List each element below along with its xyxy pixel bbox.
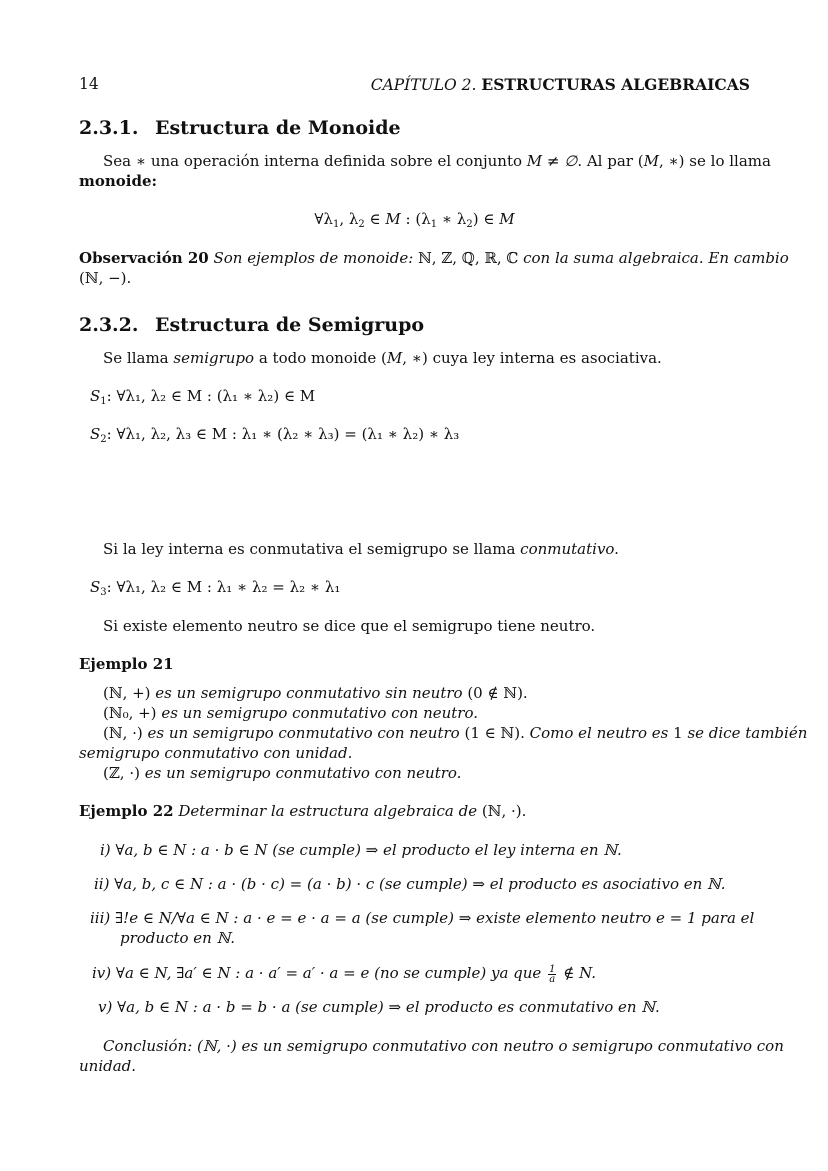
page-number: 14	[79, 75, 99, 93]
text: Se llama	[103, 349, 174, 367]
text: Determinar la estructura algebraica de	[173, 802, 482, 820]
term-conmutativo: conmutativo.	[520, 540, 619, 558]
axiom-expression: : ∀λ₁, λ₂ ∈ M : λ₁ ∗ λ₂ = λ₂ ∗ λ₁	[106, 578, 341, 596]
item-text: ∀a ∈ N, ∃a′ ∈ N : a · a′ = a′ · a = e (no se cumple) ya que	[115, 964, 547, 982]
math: (0 ∉ ℕ).	[467, 684, 528, 702]
ejemplo-21-line-5	[79, 763, 750, 783]
math: (ℕ, +)	[103, 684, 151, 702]
math: M	[386, 349, 403, 367]
math: M	[385, 210, 401, 228]
subscript: 3	[100, 587, 107, 598]
section-title: Estructura de Monoide	[155, 117, 401, 139]
math: (ℤ, ·)	[103, 764, 140, 782]
term-monoide: monoide:	[79, 172, 158, 190]
math: M	[643, 152, 659, 170]
math: (ℕ, ·).	[481, 802, 527, 820]
observacion-20	[79, 248, 789, 268]
numerator: 1	[549, 963, 556, 975]
item-text: ∉ N.	[558, 964, 597, 982]
math: ℕ, ℤ, ℚ, ℝ, ℂ	[418, 249, 519, 267]
text: , ∗) se lo llama	[658, 152, 771, 170]
axiom-s3	[90, 577, 761, 603]
ejemplo-22-statement	[79, 801, 750, 821]
neutral-sentence: Si existe elemento neutro se dice que el semigrupo tiene neutro.	[103, 617, 596, 635]
item-text: ∀a, b, c ∈ N : a · (b · c) = (a · b) · c (se cumple) ⇒ el producto es asociativo en ℕ.	[114, 875, 726, 893]
item-text: ∀a, b ∈ N : a · b ∈ N (se cumple) ⇒ el producto el ley interna en ℕ.	[115, 841, 622, 859]
conclusion-line-1: Conclusión: (ℕ, ·) es un semigrupo conmutativo con neutro o semigrupo conmutativo con	[103, 1037, 784, 1055]
observation-label: Observación 20	[79, 249, 209, 267]
list-item-iii	[90, 908, 755, 928]
fraction-one-over-a	[548, 965, 556, 984]
term-semigrupo: semigrupo	[173, 349, 255, 367]
axiom-expression: : ∀λ₁, λ₂, λ₃ ∈ M : λ₁ ∗ (λ₂ ∗ λ₃) = (λ₁ ∗ λ₂) ∗ λ₃	[106, 425, 460, 443]
axiom-s1	[90, 386, 761, 412]
text: Si la ley interna es conmutativa el semigrupo se llama	[103, 540, 521, 558]
subscript: 1	[430, 219, 438, 230]
text: es un semigrupo conmutativo con neutro.	[139, 764, 462, 782]
item-number: ii)	[94, 875, 110, 893]
math: : (λ	[400, 210, 431, 228]
text: se dice también	[682, 724, 808, 742]
chapter-prefix: CAPÍTULO 2.	[370, 76, 477, 94]
math: (1 ∈ ℕ).	[464, 724, 525, 742]
math: , λ	[339, 210, 359, 228]
section-title: Estructura de Semigrupo	[155, 314, 425, 336]
text: es un semigrupo conmutativo con neutro	[142, 724, 465, 742]
item-number: iv)	[92, 964, 112, 982]
monoide-equation	[79, 209, 750, 235]
item-number: iii)	[90, 909, 111, 927]
math: (ℕ₀, +)	[103, 704, 157, 722]
axiom-s2	[90, 424, 761, 450]
denominator: a	[549, 973, 556, 985]
text: Como el neutro es	[524, 724, 674, 742]
math: 1	[673, 724, 683, 742]
list-item-i	[100, 840, 750, 860]
conmutativo-definition	[79, 539, 750, 559]
conclusion-line-2: unidad.	[79, 1057, 137, 1075]
math: ∀λ	[314, 210, 333, 228]
observacion-20-line2: (ℕ, −).	[79, 269, 132, 287]
list-item-ii	[94, 874, 750, 894]
text: . Al par (	[577, 152, 644, 170]
math: ∈	[364, 210, 386, 228]
section-heading-semigrupo	[79, 314, 424, 336]
ejemplo-21-line-1	[79, 683, 750, 703]
math: ∗ λ	[437, 210, 467, 228]
monoide-definition	[79, 151, 771, 171]
section-number: 2.3.2.	[79, 314, 139, 336]
list-item-iii-cont: producto en ℕ.	[120, 929, 236, 947]
list-item-iv	[92, 963, 750, 984]
chapter-heading	[371, 75, 750, 94]
text: es un semigrupo conmutativo sin neutro	[150, 684, 468, 702]
item-text: ∃!e ∈ N/∀a ∈ N : a · e = e · a = a (se cumple) ⇒ existe elemento neutro e = 1 para el	[115, 909, 755, 927]
ejemplo-21-line-4: semigrupo conmutativo con unidad.	[79, 744, 353, 762]
ejemplo-21-line-3	[79, 723, 808, 743]
text: , ∗) cuya ley interna es asociativa.	[402, 349, 662, 367]
axiom-expression: : ∀λ₁, λ₂ ∈ M : (λ₁ ∗ λ₂) ∈ M	[106, 387, 316, 405]
ejemplo-21-line-2	[79, 703, 750, 723]
subscript: 2	[100, 434, 107, 445]
item-number: i)	[100, 841, 111, 859]
axiom-label: S	[90, 425, 101, 443]
text: a todo monoide (	[254, 349, 387, 367]
subscript: 2	[466, 219, 473, 230]
math: (ℕ, ·)	[103, 724, 143, 742]
subscript: 2	[358, 219, 365, 230]
ejemplo-21-label: Ejemplo 21	[79, 655, 174, 673]
text: Son ejemplos de monoide:	[208, 249, 419, 267]
subscript: 1	[100, 396, 107, 407]
text: Sea ∗ una operación interna definida sobre el conjunto	[103, 152, 527, 170]
math: M ≠ ∅	[526, 152, 578, 170]
axiom-label: S	[90, 578, 101, 596]
text: es un semigrupo conmutativo con neutro.	[156, 704, 479, 722]
chapter-title: ESTRUCTURAS ALGEBRAICAS	[481, 75, 750, 94]
list-item-v	[98, 997, 750, 1017]
math: ) ∈	[472, 210, 500, 228]
text: con la suma algebraica. En cambio	[518, 249, 789, 267]
section-heading-monoide	[79, 117, 401, 139]
section-number: 2.3.1.	[79, 117, 139, 139]
math: M	[499, 210, 515, 228]
subscript: 1	[332, 219, 340, 230]
ejemplo-22-label: Ejemplo 22	[79, 802, 174, 820]
axiom-label: S	[90, 387, 101, 405]
item-number: v)	[98, 998, 113, 1016]
item-text: ∀a, b ∈ N : a · b = b · a (se cumple) ⇒ el producto es conmutativo en ℕ.	[117, 998, 660, 1016]
semigrupo-definition	[79, 348, 750, 368]
